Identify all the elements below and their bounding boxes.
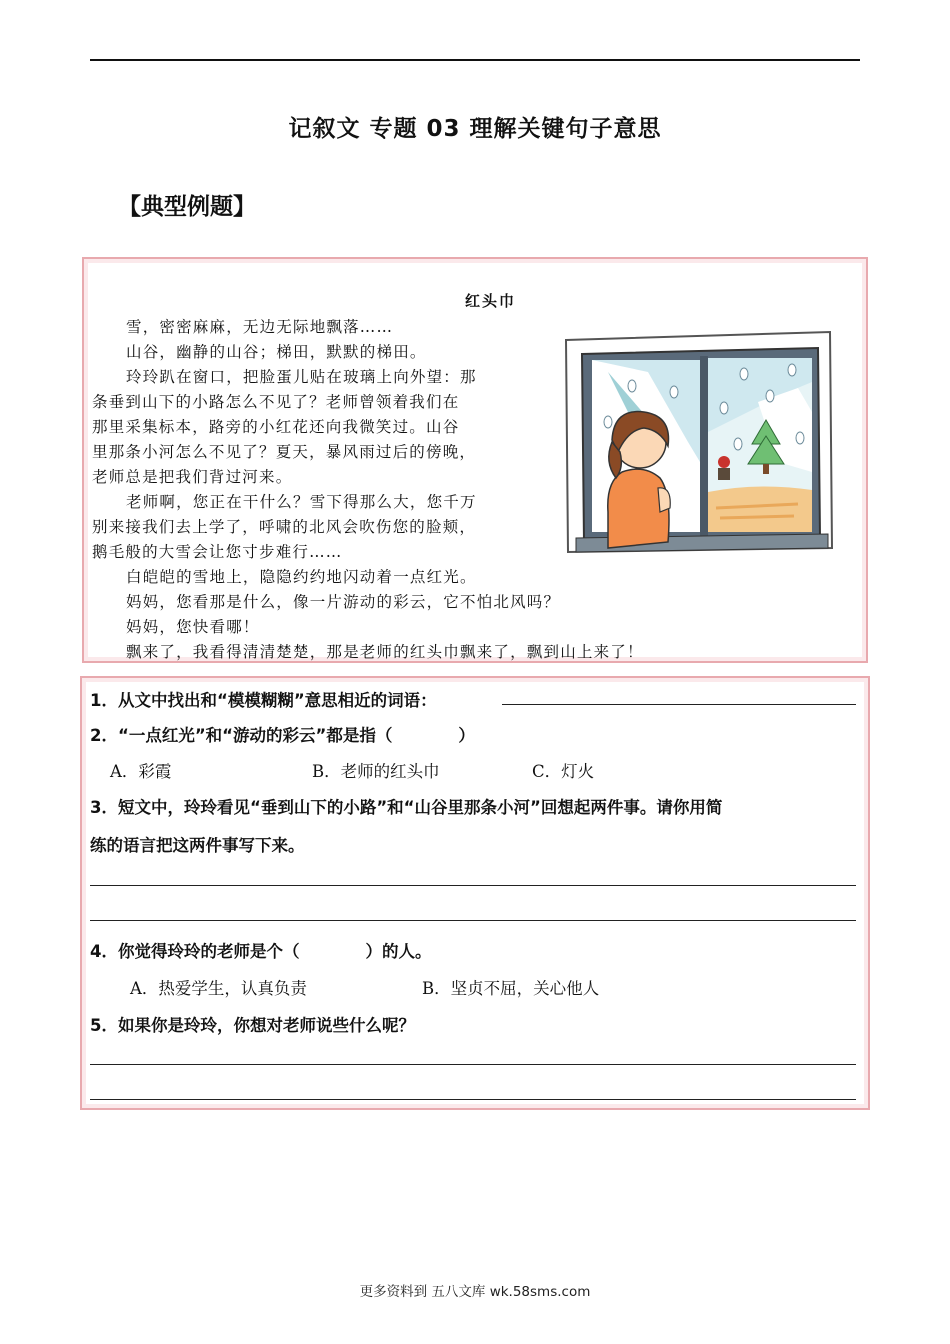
q2-option-b[interactable]: B．老师的红头巾 xyxy=(312,762,440,781)
question-3-line1: 3．短文中，玲玲看见“垂到山下的小路”和“山谷里那条小河”回想起两件事。请你用简 xyxy=(90,798,723,817)
question-3-line2: 练的语言把这两件事写下来。 xyxy=(90,836,305,855)
header-rule xyxy=(90,59,860,61)
girl-at-window-illustration xyxy=(548,312,844,574)
passage-line: 山谷，幽静的山谷；梯田，默默的梯田。 xyxy=(126,343,427,361)
q4-option-b[interactable]: B．坚贞不屈，关心他人 xyxy=(422,979,600,998)
question-5: 5．如果你是玲玲，你想对老师说些什么呢？ xyxy=(90,1016,415,1035)
question-4: 4．你觉得玲玲的老师是个（ ）的人。 xyxy=(90,942,432,961)
passage-line: 老师总是把我们背过河来。 xyxy=(92,468,293,486)
q2-option-c[interactable]: C．灯火 xyxy=(532,762,595,781)
passage-line: 玲玲趴在窗口，把脸蛋儿贴在玻璃上向外望：那 xyxy=(126,368,477,386)
q4-option-a[interactable]: A．热爱学生，认真负责 xyxy=(130,979,307,998)
passage-line: 妈妈，您看那是什么，像一片游动的彩云，它不怕北风吗？ xyxy=(126,593,561,611)
passage-line: 飘来了，我看得清清楚楚，那是老师的红头巾飘来了，飘到山上来了！ xyxy=(126,643,644,661)
passage-line: 白皑皑的雪地上，隐隐约约地闪动着一点红光。 xyxy=(126,568,477,586)
answer-line-q3-2[interactable] xyxy=(90,920,856,921)
question-1: 1．从文中找出和“模模糊糊”意思相近的词语： xyxy=(90,691,437,710)
answer-line-q5-2[interactable] xyxy=(90,1099,856,1100)
passage-title: 红头巾 xyxy=(465,292,517,310)
passage-line: 里那条小河怎么不见了？夏天，暴风雨过后的傍晚， xyxy=(92,443,477,461)
page-title: 记叙文 专题 03 理解关键句子意思 xyxy=(288,116,662,142)
answer-line-q3-1[interactable] xyxy=(90,885,856,886)
passage-line: 那里采集标本，路旁的小红花还向我微笑过。山谷 xyxy=(92,418,460,436)
passage-line: 鹅毛般的大雪会让您寸步难行…… xyxy=(92,543,343,561)
question-2: 2．“一点红光”和“游动的彩云”都是指（ ） xyxy=(90,726,475,745)
passage-line: 雪，密密麻麻，无边无际地飘落…… xyxy=(126,318,394,336)
q2-option-a[interactable]: A．彩霞 xyxy=(110,762,172,781)
answer-line-q1[interactable] xyxy=(502,704,856,705)
passage-line: 条垂到山下的小路怎么不见了？老师曾领着我们在 xyxy=(92,393,460,411)
passage-line: 妈妈，您快看哪！ xyxy=(126,618,260,636)
passage-line: 别来接我们去上学了，呼啸的北风会吹伤您的脸颊， xyxy=(92,518,477,536)
footer-text: 更多资料到 五八文库 wk.58sms.com xyxy=(359,1284,591,1300)
section-heading: 【典型例题】 xyxy=(118,194,256,220)
passage-line: 老师啊，您正在干什么？雪下得那么大，您千万 xyxy=(126,493,477,511)
answer-line-q5-1[interactable] xyxy=(90,1064,856,1065)
